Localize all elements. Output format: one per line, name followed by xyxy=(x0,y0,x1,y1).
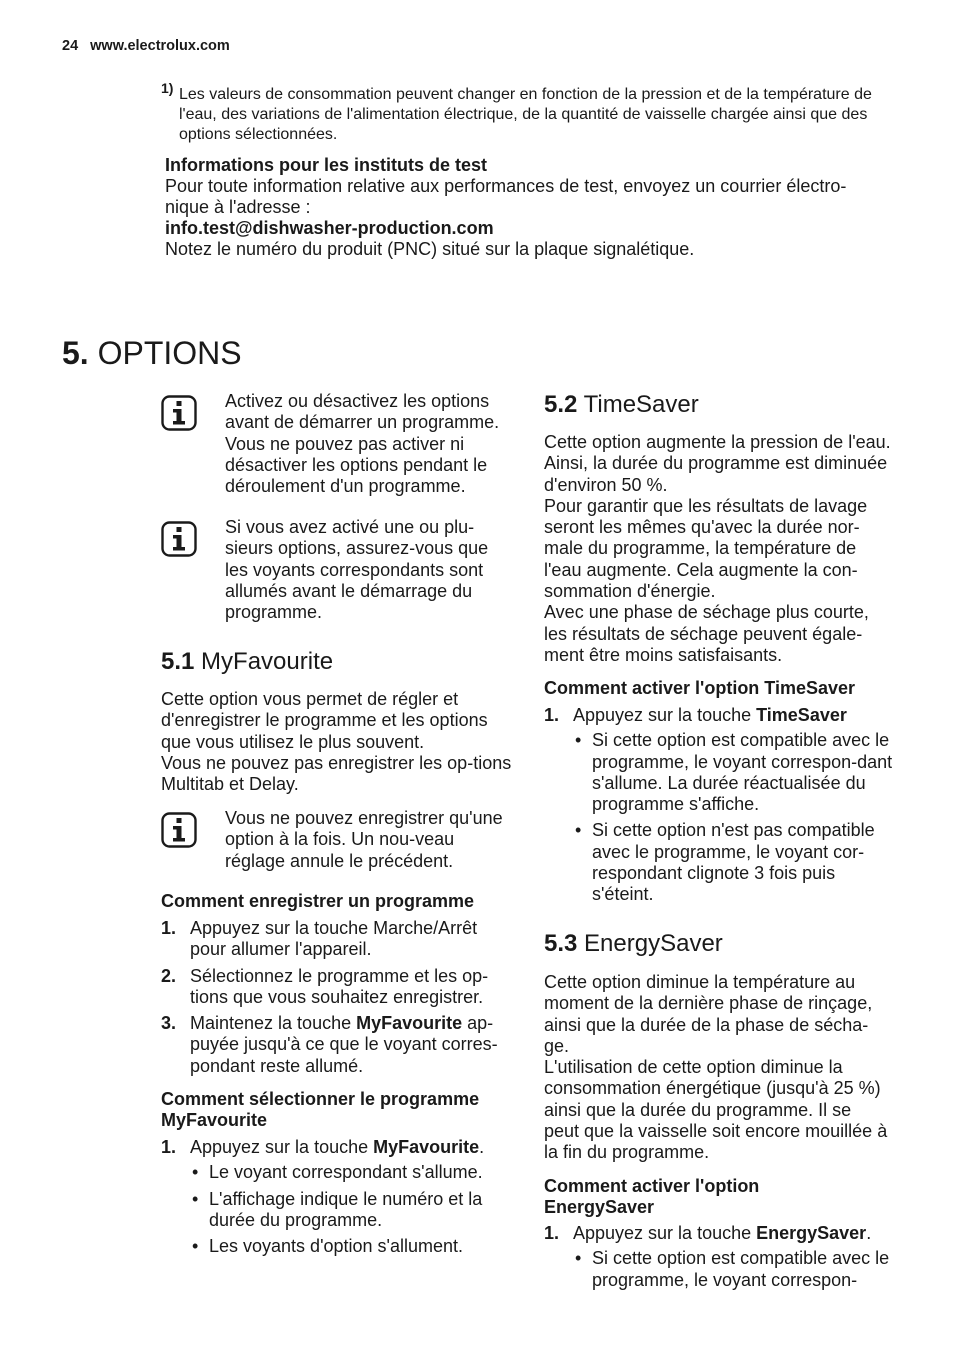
section-name: TimeSaver xyxy=(583,391,699,418)
section-name: MyFavourite xyxy=(201,648,334,675)
list-item: 1. Appuyez sur la touche MyFavourite. • Le voyant correspondant s'allume. • L'affichage indique le numéro et la durée du programme. • Les voyants d'option s'allument. xyxy=(161,1137,516,1257)
info-icon xyxy=(161,812,197,848)
paragraph: L'utilisation de cette option diminue la consommation énergétique (jusqu'à 25 %) ainsi que la durée du programme. Il se peut que la vaisselle soit encore mouillée à la fin du programme. xyxy=(544,1057,888,1163)
footnote-text: Les valeurs de consommation peuvent changer en fonction de la pression et de la température de l'eau, des variations de l'alimentation électrique, de la quantité de vaisselle chargée ainsi que des options sélectionnées. xyxy=(179,86,872,143)
paragraph: Pour garantir que les résultats de lavage seront les mêmes qu'avec la durée nor-male du programme, la température de l'eau augmente. Cela augmente la con-sommation d'énergie. xyxy=(544,495,868,602)
test-info-heading: Informations pour les instituts de test xyxy=(165,155,488,175)
note-1 xyxy=(161,395,197,436)
chapter-name: OPTIONS xyxy=(97,335,242,371)
bullet-item: • L'affichage indique le numéro et la durée du programme. xyxy=(190,1189,516,1232)
save-heading: Comment enregistrer un programme xyxy=(161,891,475,911)
paragraph: Avec une phase de séchage plus courte, les résultats de séchage peuvent égale-ment être moins satisfaisants. xyxy=(544,602,869,665)
section-number: 5.3 xyxy=(544,930,578,957)
bullet-item: • Les voyants d'option s'allument. xyxy=(190,1236,516,1257)
section-number: 5.1 xyxy=(161,648,195,675)
test-info-text: Pour toute information relative aux performances de test, envoyez un courrier électro-nique à l'adresse : xyxy=(165,176,847,217)
section-name: EnergySaver xyxy=(584,930,723,957)
section-5-1-title xyxy=(161,648,333,676)
bullet-item: • Si cette option n'est pas compatible avec le programme, le voyant cor-respondant clignote 3 fois puis s'éteint. xyxy=(573,820,896,905)
list-item: 3. Maintenez la touche MyFavourite ap-puyée jusqu'à ce que le voyant corres-pondant reste allumé. xyxy=(161,1013,498,1076)
test-info xyxy=(165,155,885,260)
note-2 xyxy=(161,521,197,562)
list-item: 1. Appuyez sur la touche EnergySaver. • Si cette option est compatible avec le programme, le voyant correspon- xyxy=(544,1223,896,1291)
s51-intro xyxy=(161,689,516,795)
info-icon xyxy=(161,521,197,557)
paragraph: Cette option vous permet de régler et d'enregistrer le programme et les options que vous utilisez le plus souvent. xyxy=(161,689,488,752)
list-item: 2. Sélectionnez le programme et les op-tions que vous souhaitez enregistrer. xyxy=(161,965,489,1007)
chapter-title xyxy=(62,333,242,373)
site-url: www.electrolux.com xyxy=(90,38,230,54)
select-heading: Comment sélectionner le programme MyFavourite xyxy=(161,1089,480,1130)
page-header xyxy=(62,38,230,54)
note-3 xyxy=(161,812,197,853)
footnote-mark: 1) xyxy=(161,80,174,96)
page-number: 24 xyxy=(62,38,79,54)
list-item: 1. Appuyez sur la touche Marche/Arrêt pour allumer l'appareil. xyxy=(161,918,478,960)
section-number: 5.2 xyxy=(544,391,578,418)
energysaver-heading: Comment activer l'option EnergySaver xyxy=(544,1176,760,1217)
list-item: 1. Appuyez sur la touche TimeSaver • Si cette option est compatible avec le programme, le voyant correspon-dant s'allume. La durée réactualisée du programme s'affiche. • Si cette option n'est pas compatible avec le programme, le voyant cor-respondant clignote 3 fois puis s'éteint. xyxy=(544,705,896,906)
select-steps xyxy=(161,1137,516,1262)
bullet-item: • Le voyant correspondant s'allume. xyxy=(190,1162,516,1183)
section-5-3-title xyxy=(544,930,723,958)
note-2-text: Si vous avez activé une ou plu-sieurs options, assurez-vous que les voyants correspondants sont allumés avant le démarrage du programme. xyxy=(225,517,489,623)
section-5-2-title xyxy=(544,391,699,419)
paragraph: Cette option diminue la température au moment de la dernière phase de rinçage, ainsi que la durée de la phase de sécha-ge. xyxy=(544,972,873,1056)
energysaver-steps xyxy=(544,1223,896,1296)
bullet-item: • Si cette option est compatible avec le programme, le voyant correspon-dant s'allume. La durée réactualisée du programme s'affiche. xyxy=(573,730,896,815)
chapter-number: 5. xyxy=(62,335,89,371)
s53-body xyxy=(544,972,889,1164)
s52-body xyxy=(544,432,894,666)
note-3-text: Vous ne pouvez enregistrer qu'une option à la fois. Un nou-veau réglage annule le précédent. xyxy=(225,808,503,871)
note-1-text: Activez ou désactivez les options avant de démarrer un programme. Vous ne pouvez pas activer ni désactiver les options pendant le déroulement d'un programme. xyxy=(225,391,500,497)
test-info-note: Notez le numéro du produit (PNC) situé sur la plaque signalétique. xyxy=(165,239,695,259)
paragraph: Vous ne pouvez pas enregistrer les op-tions Multitab et Delay. xyxy=(161,752,512,795)
timesaver-steps xyxy=(544,705,896,911)
save-steps xyxy=(161,918,516,1082)
paragraph: Cette option augmente la pression de l'eau. Ainsi, la durée du programme est diminuée d'environ 50 %. xyxy=(544,432,891,495)
info-icon xyxy=(161,395,197,431)
bullet-item: • Si cette option est compatible avec le programme, le voyant correspon- xyxy=(573,1248,896,1291)
test-info-email: info.test@dishwasher-production.com xyxy=(165,218,494,238)
timesaver-heading: Comment activer l'option TimeSaver xyxy=(544,678,856,698)
